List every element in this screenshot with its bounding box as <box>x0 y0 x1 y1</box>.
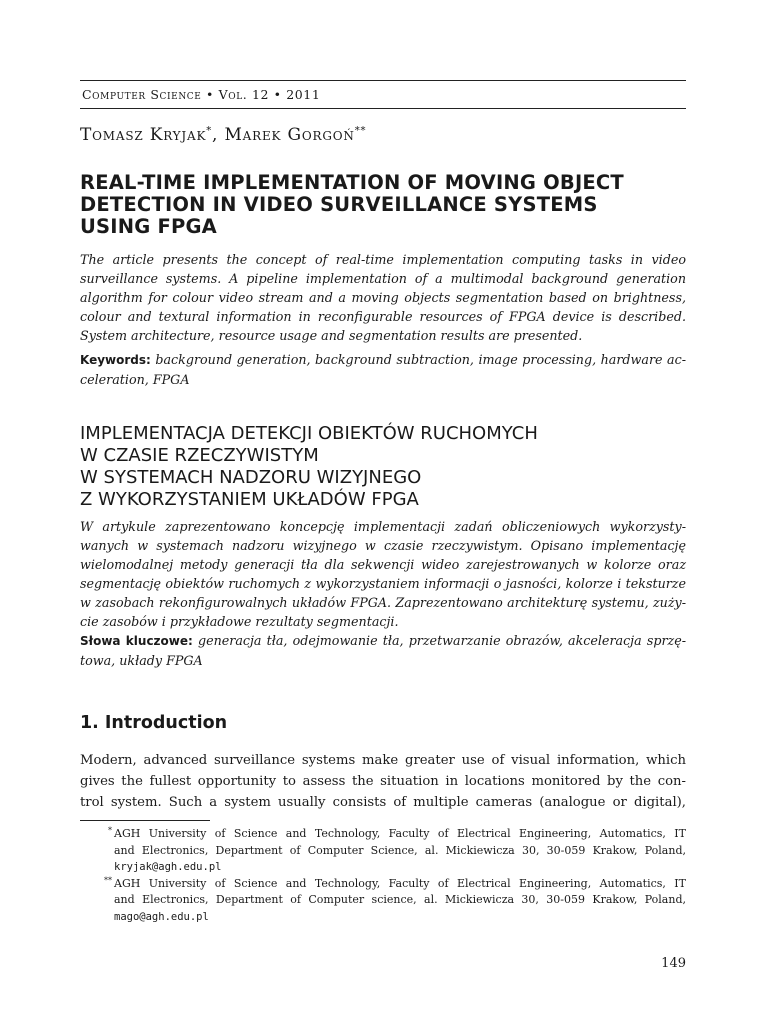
abstract-line: wielomodalnej metody generacji tła dla sekwencji wideo zarejestrowanych w kolorze oraz <box>80 557 686 572</box>
footnotes <box>80 826 686 925</box>
abstract-line: algorithm for colour video stream and a moving objects segmentation based on brightness, <box>80 290 686 305</box>
page-number: 149 <box>661 956 686 971</box>
body-line: Modern, advanced surveillance systems make greater use of visual information, which <box>80 753 686 768</box>
abstract-line: cie zasobów i przykładowe rezultaty segmentacji. <box>80 614 399 629</box>
author-affiliation-mark: ** <box>354 125 367 137</box>
body-line: trol system. Such a system usually consists of multiple cameras (analogue or digital), <box>80 795 686 810</box>
footnote-line: AGH University of Science and Technology, Faculty of Electrical Engineering, Automatics, IT <box>114 827 686 840</box>
header-separator: • <box>206 87 215 102</box>
footnote-rule <box>80 820 210 821</box>
abstract-line: W artykule zaprezentowano koncepcję implementacji zadań obliczeniowych wykorzysty- <box>80 519 686 534</box>
title-line: W SYSTEMACH NADZORU WIZYJNEGO <box>80 467 422 488</box>
abstract-english <box>80 250 686 345</box>
body-line: gives the fullest opportunity to assess the situation in locations monitored by the con- <box>80 774 686 789</box>
paper-title-english <box>80 172 686 238</box>
footnote-email: mago@agh.edu.pl <box>114 910 209 923</box>
title-line: W CZASIE RZECZYWISTYM <box>80 445 319 466</box>
footnote-2 <box>80 876 686 926</box>
author-affiliation-mark: * <box>206 125 213 137</box>
keywords-polish <box>80 631 686 670</box>
journal-volume: Vol. 12 <box>218 87 270 102</box>
keywords-label: Słowa kluczowe: <box>80 634 193 648</box>
abstract-line: The article presents the concept of real-time implementation computing tasks in video <box>80 252 686 267</box>
title-line: USING FPGA <box>80 215 217 238</box>
title-line: REAL-TIME IMPLEMENTATION OF MOVING OBJECT <box>80 171 624 194</box>
abstract-line: surveillance systems. A pipeline implementation of a multimodal background generation <box>80 271 686 286</box>
footnote-line: AGH University of Science and Technology, Faculty of Electrical Engineering, Automatics, IT <box>114 876 686 890</box>
abstract-line: colour and textural information in reconfigurable resources of FPGA device is described. <box>80 309 686 324</box>
keywords-text: towa, układy FPGA <box>80 653 203 668</box>
keywords-text: generacja tła, odejmowanie tła, przetwarzanie obrazów, akceleracja sprzę- <box>197 633 686 648</box>
section-heading-introduction: 1. Introduction <box>80 713 228 733</box>
author-joiner: , <box>212 125 225 145</box>
keywords-english <box>80 350 686 389</box>
journal-header <box>80 80 686 109</box>
journal-year: 2011 <box>286 87 321 102</box>
keywords-line-1 <box>80 631 686 651</box>
keywords-line-1 <box>80 350 686 370</box>
title-line: Z WYKORZYSTANIEM UKŁADÓW FPGA <box>80 489 419 510</box>
author-list <box>80 125 366 145</box>
journal-name: Computer Science <box>82 87 202 102</box>
abstract-line: wanych w systemach nadzoru wizyjnego w czasie rzeczywistym. Opisano implementację <box>80 538 686 553</box>
footnote-mark: ** <box>104 875 112 885</box>
abstract-line: segmentację obiektów ruchomych z wykorzystaniem informacji o jasności, kolorze i teksturze <box>80 576 686 591</box>
footnote-email: kryjak@agh.edu.pl <box>114 861 222 873</box>
footnote-line: and Electronics, Department of Computer Science, al. Mickiewicza 30, 30-059 Krakow, Poland, <box>114 843 686 857</box>
title-line: IMPLEMENTACJA DETEKCJI OBIEKTÓW RUCHOMYCH <box>80 423 538 444</box>
title-line: DETECTION IN VIDEO SURVEILLANCE SYSTEMS <box>80 193 598 216</box>
author-name: Marek Gorgoń <box>224 125 355 145</box>
introduction-paragraph <box>80 750 686 813</box>
footnote-line: and Electronics, Department of Computer science, al. Mickiewicza 30, 30-059 Krakow, Poland, <box>114 893 686 906</box>
author-name: Tomasz Kryjak <box>80 125 207 145</box>
paper-title-polish <box>80 423 686 511</box>
abstract-line: System architecture, resource usage and segmentation results are presented. <box>80 328 583 343</box>
header-separator: • <box>273 87 282 102</box>
footnote-mark: * <box>108 826 112 835</box>
abstract-line: w zasobach rekonfigurowalnych układów FPGA. Zaprezentowano architekturę systemu, zuży- <box>80 595 686 610</box>
footnote-1 <box>80 826 686 876</box>
keywords-label: Keywords: <box>80 353 151 367</box>
journal-line <box>80 81 686 108</box>
abstract-polish <box>80 517 686 631</box>
header-bottom-rule <box>80 108 686 109</box>
keywords-text: celeration, FPGA <box>80 372 190 387</box>
keywords-text: background generation, background subtraction, image processing, hardware ac- <box>155 352 686 367</box>
